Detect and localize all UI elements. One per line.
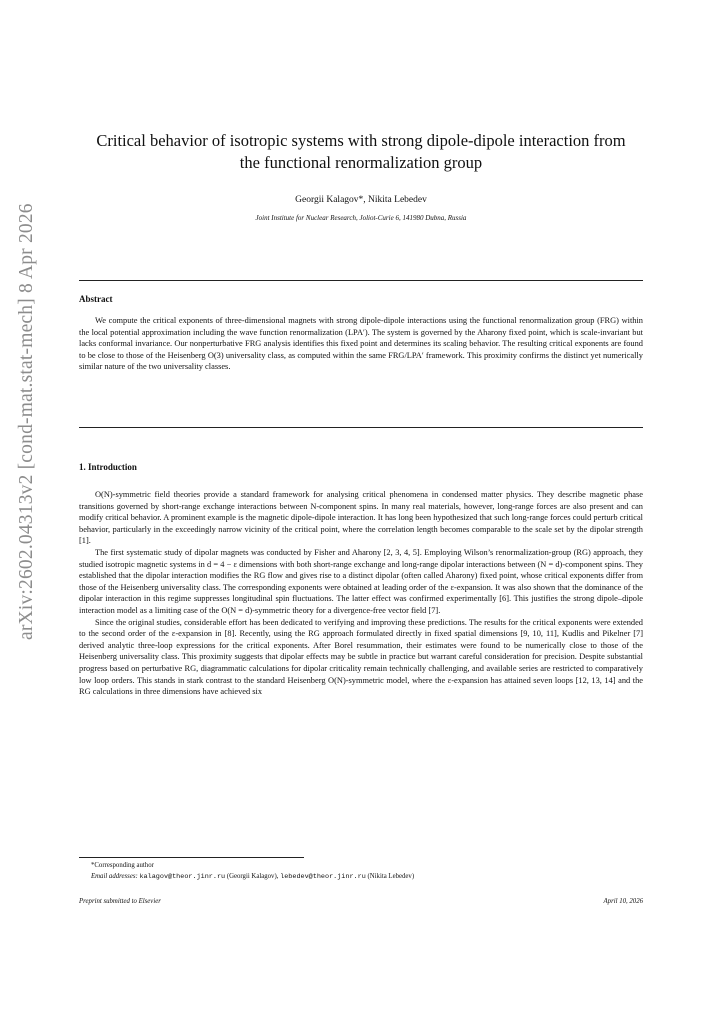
email-owner-lebedev: (Nikita Lebedev)	[367, 873, 415, 880]
abstract-text: We compute the critical exponents of three-dimensional magnets with strong dipole-dipole interactions using the functional renormalization group (FRG) within the local potential approximation including the wave function renormalization (LPA′). The system is governed by the Aharony fixed point, which is scale-invariant but lacks conformal invariance. Our nonperturbative FRG analysis identifies this fixed point and determines its scaling behavior. The resulting critical exponents are found to be close to those of the Heisenberg O(3) universality class, as computed within the same FRG/LPA′ framework. This proximity confirms the distinct yet numerically similar nature of the two universality classes.	[79, 316, 643, 372]
title-line-2: the functional renormalization group	[239, 153, 483, 172]
abstract-heading: Abstract	[79, 294, 113, 304]
footnote-emails	[91, 873, 643, 881]
paper-title	[79, 130, 643, 174]
footnote-corresponding: *Corresponding author	[91, 862, 154, 869]
intro-paragraph-3: Since the original studies, considerable effort has been dedicated to verifying and improving these predictions. The results for the critical exponents were extended to the second order of the ε-expansion in [8]. Recently, using the RG approach formulated directly in fixed spatial dimensions [9, 10, 11], Kudlis and Pikelner [7] derived analytic three-loop expressions for the critical exponents. After Borel resummation, their estimates were found to be numerically close to those of the Heisenberg universality class. This proximity suggests that dipolar effects may be subtle in practice but warrant careful consideration for precision. Despite substantial progress based on perturbative RG, diagrammatic calculations for dipolar criticality remain technically challenging, and available series are restricted to comparatively low loop orders. This stands in stark contrast to the standard Heisenberg O(N)-symmetric model, where the ε-expansion has attained seven loops [12, 13, 14] and the RG calculations in three dimensions have achieved six	[79, 617, 643, 697]
email-kalagov[interactable]: kalagov@theor.jinr.ru	[139, 873, 226, 881]
affiliation: Joint Institute for Nuclear Research, Joliot-Curie 6, 141980 Dubna, Russia	[255, 214, 467, 222]
email-lebedev[interactable]: lebedev@theor.jinr.ru	[280, 873, 366, 881]
preprint-date: April 10, 2026	[603, 898, 643, 905]
introduction-body	[79, 489, 643, 698]
preprint-note: Preprint submitted to Elsevier	[79, 898, 161, 905]
title-line-1: Critical behavior of isotropic systems with strong dipole-dipole interaction from	[96, 131, 626, 150]
email-label: Email addresses:	[91, 873, 138, 880]
abstract-top-rule	[79, 280, 643, 281]
abstract-body	[79, 315, 643, 373]
author-list: Georgii Kalagov*, Nikita Lebedev	[295, 195, 427, 205]
email-owner-kalagov: (Georgii Kalagov),	[226, 873, 279, 880]
section-heading-introduction: 1. Introduction	[79, 462, 137, 472]
abstract-bottom-rule	[79, 427, 643, 428]
intro-paragraph-2: The first systematic study of dipolar magnets was conducted by Fisher and Aharony [2, 3, 4, 5]. Employing Wilson’s renormalization-group (RG) approach, they studied isotropic magnetic systems in d = 4 − ε dimensions with both short-range exchange and long-range dipolar interactions between (N = d)-component spins. They established that the dipolar interaction modifies the RG flow and gives rise to a distinct dipolar (often called Aharony) fixed point, whose critical exponents differ from those of the Heisenberg universality class. The corresponding exponents were obtained at leading order of the ε-expansion. It was also shown that the dominance of the dipolar interaction in this regime suppresses longitudinal spin fluctuations. The latter effect was confirmed experimentally [6]. This justifies the strong dipole–dipole interaction model as a limiting case of the O(N = d)-symmetric theory for a divergence-free vector field [7].	[79, 547, 643, 615]
footnote-rule	[79, 857, 304, 858]
intro-paragraph-1: O(N)-symmetric field theories provide a standard framework for analysing critical phenomena in condensed matter physics. They describe magnetic phase transitions governed by short-range exchange interactions between N-component spins. In many real materials, however, long-range forces are also present and can modify critical behavior. A prominent example is the magnetic dipole-dipole interaction. It has long been hypothesized that such long-range forces could perturb critical behavior, particularly in the exceedingly narrow vicinity of the critical point, where the correlation length becomes comparable to the scale set by the dipolar strength [1].	[79, 490, 643, 546]
arxiv-sidebar-stamp: arXiv:2602.04313v2 [cond-mat.stat-mech] 8 Apr 2026	[16, 203, 37, 640]
